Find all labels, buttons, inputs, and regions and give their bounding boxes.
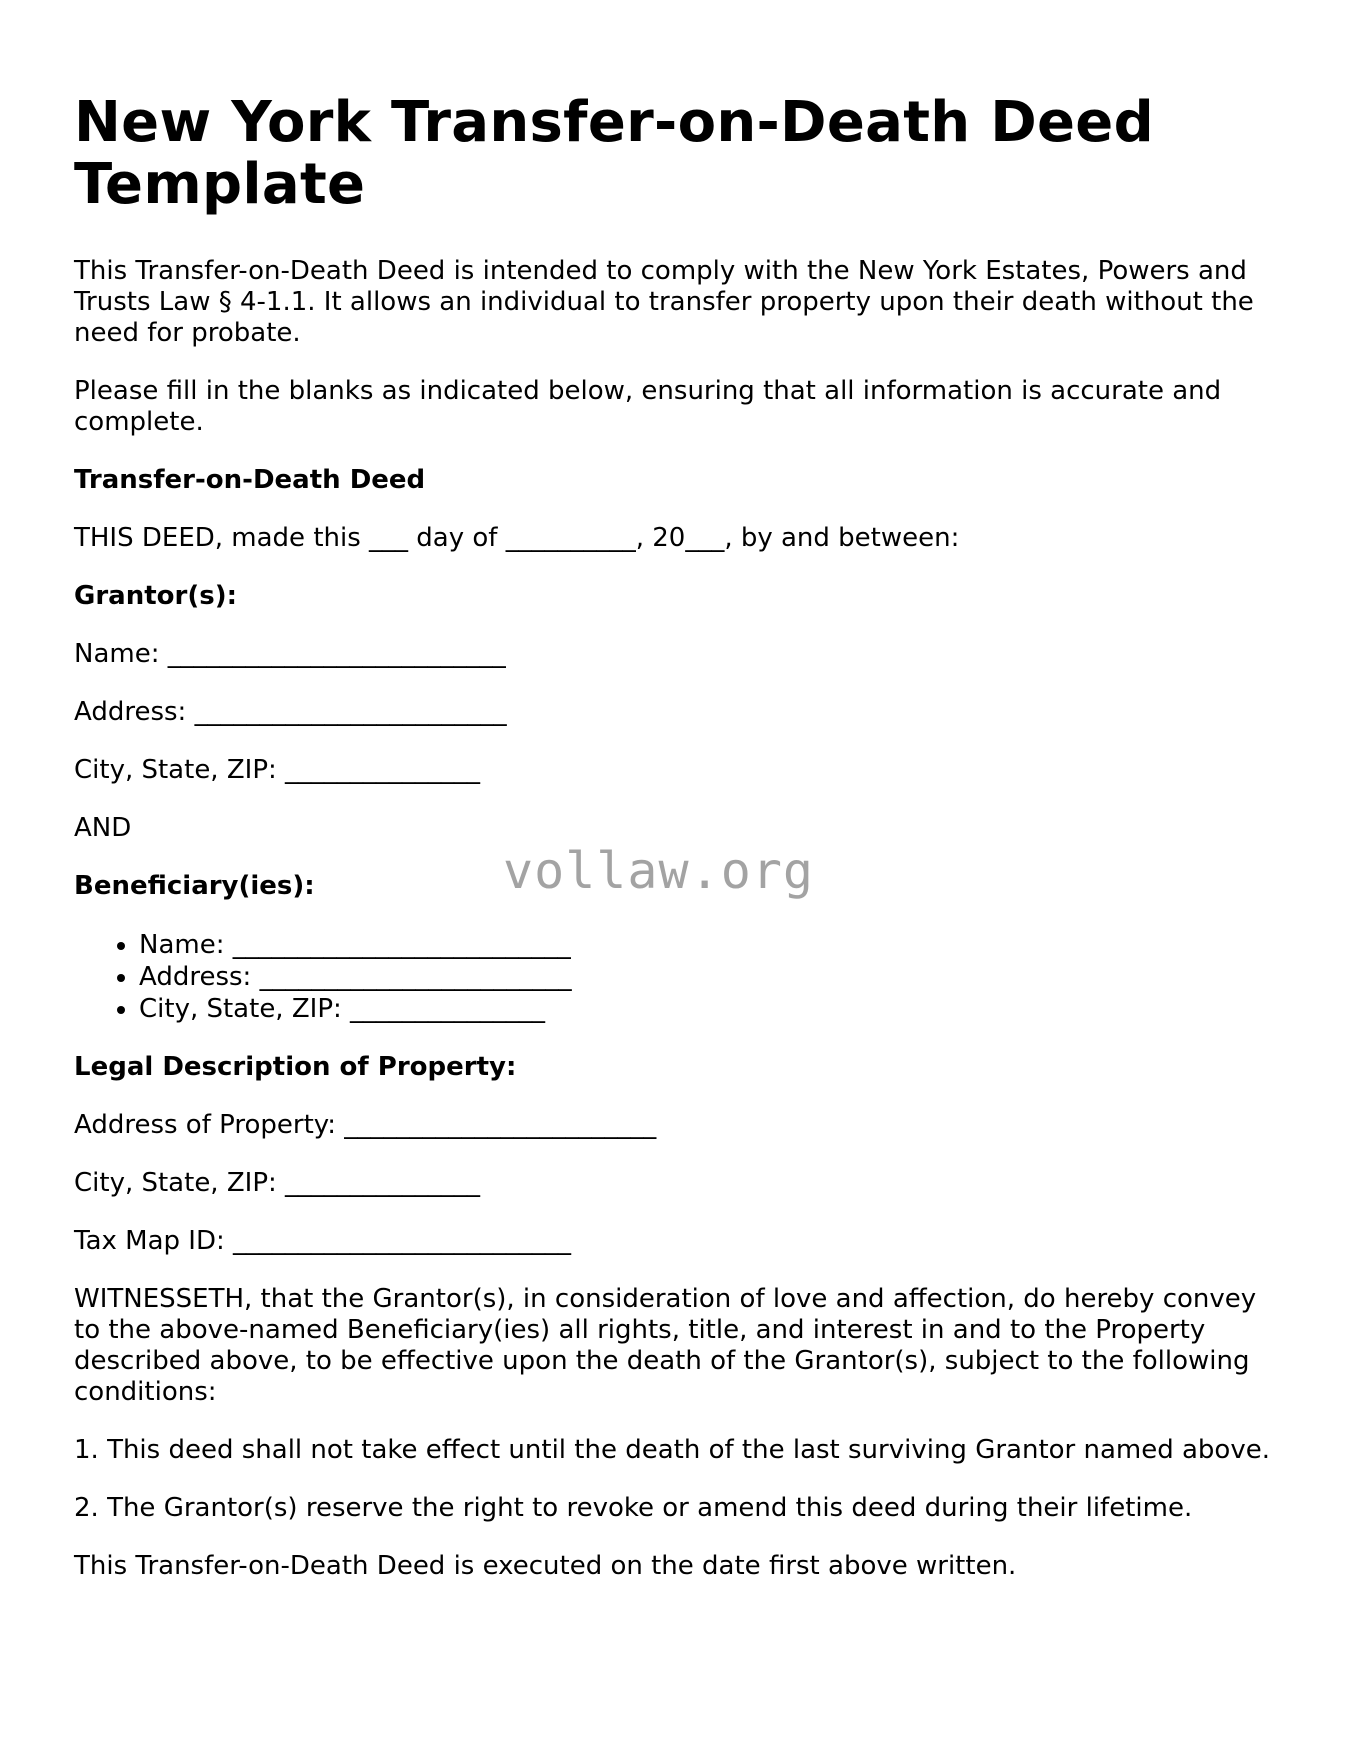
beneficiary-address-field: • Address: ________________________ xyxy=(139,961,1274,993)
grantor-name-field: Name: __________________________ xyxy=(74,639,506,669)
instructions-paragraph: Please fill in the blanks as indicated below, ensuring that all information is accurate and complete. xyxy=(74,376,1222,437)
closing-paragraph: This Transfer-on-Death Deed is executed on the date first above written. xyxy=(74,1551,1017,1581)
grantor-address-field: Address: ________________________ xyxy=(74,697,507,727)
condition-2: 2. The Grantor(s) reserve the right to revoke or amend this deed during their lifetime. xyxy=(74,1493,1193,1523)
property-heading: Legal Description of Property: xyxy=(74,1052,517,1082)
watermark: vollaw.org xyxy=(503,842,815,900)
property-address-field: Address of Property: ________________________ xyxy=(74,1110,657,1140)
witnesseth-paragraph: WITNESSETH, that the Grantor(s), in consideration of love and affection, do hereby convey to the above-named Beneficiary(ies) all rights, title, and interest in and to the Property described above, to be effective upon the death of the Grantor(s), subject to the following conditions: xyxy=(74,1284,1257,1407)
document-title: New York Transfer-on-Death Deed Template xyxy=(74,90,1154,217)
and-text: AND xyxy=(74,813,132,843)
beneficiary-list xyxy=(74,929,1274,1025)
grantor-city-field: City, State, ZIP: _______________ xyxy=(74,755,481,785)
tax-map-id-field: Tax Map ID: __________________________ xyxy=(74,1226,572,1256)
condition-1: 1. This deed shall not take effect until the death of the last surviving Grantor named above. xyxy=(74,1435,1270,1465)
beneficiary-city-field: • City, State, ZIP: _______________ xyxy=(139,993,1274,1025)
intro-paragraph: This Transfer-on-Death Deed is intended to comply with the New York Estates, Powers and Trusts Law § 4-1.1. It allows an individual to transfer property upon their death without the need for probate. xyxy=(74,256,1254,348)
property-city-field: City, State, ZIP: _______________ xyxy=(74,1168,481,1198)
deed-date-line: THIS DEED, made this ___ day of __________, 20___, by and between: xyxy=(74,523,960,553)
beneficiary-name-field: • Name: __________________________ xyxy=(139,929,1274,961)
section-heading: Transfer-on-Death Deed xyxy=(74,465,426,495)
grantor-heading: Grantor(s): xyxy=(74,581,237,611)
beneficiary-heading: Beneficiary(ies): xyxy=(74,871,315,901)
